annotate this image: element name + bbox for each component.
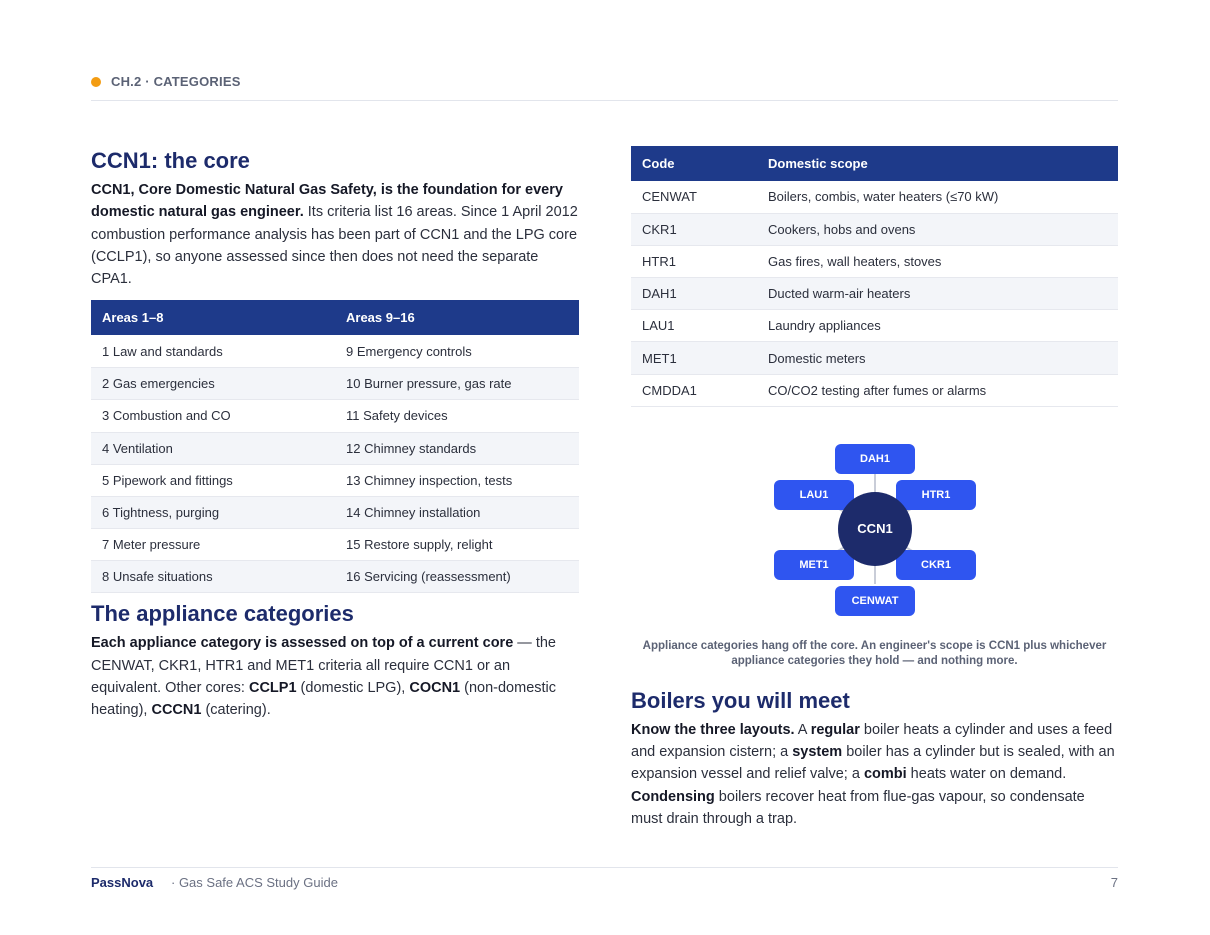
table-row xyxy=(91,368,579,400)
areas-table xyxy=(91,300,579,593)
table-row xyxy=(91,335,579,367)
table-row xyxy=(91,561,579,593)
appliance-heading: The appliance categories xyxy=(91,601,354,627)
table-cell: 8 Unsafe situations xyxy=(91,561,335,593)
boilers-text-1: A xyxy=(794,721,811,738)
page-number: 7 xyxy=(1110,875,1118,890)
table-cell: Ducted warm-air heaters xyxy=(757,278,1118,310)
ccn1-intro-bold: CCN1, Core Domestic Natural Gas Safety, is the foundation for every domestic natural gas engineer. xyxy=(91,182,563,221)
diagram-caption: Appliance categories hang off the core. An engineer's scope is CCN1 plus whichever appliance categories they hold — and nothing more. xyxy=(642,639,1107,667)
table-row xyxy=(631,342,1118,374)
table-cell: CMDDA1 xyxy=(631,374,757,406)
node-htr1: HTR1 xyxy=(896,480,976,510)
scope-table xyxy=(631,146,1118,407)
table-cell: 9 Emergency controls xyxy=(335,335,579,367)
boilers-text-5: boilers recover heat from flue-gas vapour, so condensate must drain through a trap. xyxy=(631,788,1085,827)
core-cocn1-desc: (non-domestic heating), xyxy=(91,680,557,719)
boiler-condensing: Condensing xyxy=(631,788,715,805)
table-row xyxy=(631,245,1118,277)
code-col-header: Code xyxy=(631,146,757,181)
table-cell: Boilers, combis, water heaters (≤70 kW) xyxy=(757,181,1118,213)
boiler-combi: combi xyxy=(863,766,907,783)
table-row xyxy=(631,310,1118,342)
table-row xyxy=(91,432,579,464)
footer-subtitle: · Gas Safe ACS Study Guide xyxy=(171,875,338,890)
node-dah1: DAH1 xyxy=(835,444,915,474)
areas-col-2-header: Areas 9–16 xyxy=(335,300,579,335)
table-cell: HTR1 xyxy=(631,245,757,277)
table-cell: DAH1 xyxy=(631,278,757,310)
ccn1-intro-rest: Its criteria list 16 areas. Since 1 April 2012 combustion performance analysis has been part of CCN1 and the LPG core (CCLP1), so anyone assessed since then does not need the separate CPA1. xyxy=(91,204,578,288)
boilers-text-4: heats water on demand. xyxy=(906,766,1067,783)
right-column xyxy=(631,146,1118,830)
table-row xyxy=(91,464,579,496)
table-cell: MET1 xyxy=(631,342,757,374)
node-ckr1: CKR1 xyxy=(896,550,976,580)
table-cell: CKR1 xyxy=(631,213,757,245)
scope-col-header: Domestic scope xyxy=(757,146,1118,181)
page-header xyxy=(91,74,1118,101)
table-cell: 6 Tightness, purging xyxy=(91,496,335,528)
table-row xyxy=(91,529,579,561)
table-row xyxy=(631,213,1118,245)
table-cell: 13 Chimney inspection, tests xyxy=(335,464,579,496)
table-cell: CO/CO2 testing after fumes or alarms xyxy=(757,374,1118,406)
boilers-text-3: boiler has a cylinder but is sealed, with an expansion vessel and relief valve; a xyxy=(631,744,1115,783)
core-cclp1: CCLP1 xyxy=(248,680,297,697)
areas-table-header xyxy=(91,300,579,335)
table-cell: 5 Pipework and fittings xyxy=(91,464,335,496)
table-cell: 10 Burner pressure, gas rate xyxy=(335,368,579,400)
table-row xyxy=(631,374,1118,406)
boiler-regular: regular xyxy=(810,721,860,738)
table-cell: 14 Chimney installation xyxy=(335,496,579,528)
table-cell: 1 Law and standards xyxy=(91,335,335,367)
table-row xyxy=(631,278,1118,310)
areas-col-1-header: Areas 1–8 xyxy=(91,300,335,335)
ccn1-intro xyxy=(91,179,579,290)
table-cell: 2 Gas emergencies xyxy=(91,368,335,400)
boilers-text-2: boiler heats a cylinder and uses a feed and expansion cistern; a xyxy=(631,721,1113,761)
boilers-heading: Boilers you will meet xyxy=(631,687,850,713)
table-cell: CENWAT xyxy=(631,181,757,213)
hub-ccn1: CCN1 xyxy=(838,492,912,566)
table-cell: Domestic meters xyxy=(757,342,1118,374)
chapter-dot-icon xyxy=(91,77,101,87)
core-cccn1: CCCN1 xyxy=(151,702,202,719)
table-cell: LAU1 xyxy=(631,310,757,342)
table-row xyxy=(631,181,1118,213)
table-cell: 12 Chimney standards xyxy=(335,432,579,464)
page-footer xyxy=(91,867,1118,897)
footer-brand: PassNova xyxy=(91,875,154,890)
appliance-text: — the CENWAT, CKR1, HTR1 and MET1 criteria all require CCN1 or an equivalent. Other cores: xyxy=(91,635,556,697)
boilers-paragraph xyxy=(631,719,1118,830)
table-cell: Cookers, hobs and ovens xyxy=(757,213,1118,245)
table-cell: 3 Combustion and CO xyxy=(91,400,335,432)
boilers-lead: Know the three layouts. xyxy=(631,721,795,738)
category-diagram xyxy=(631,444,1118,634)
node-met1: MET1 xyxy=(774,550,854,580)
core-cccn1-desc: (catering). xyxy=(201,702,271,719)
node-cenwat: CENWAT xyxy=(835,586,915,616)
node-lau1: LAU1 xyxy=(774,480,854,510)
core-cclp1-desc: (domestic LPG), xyxy=(296,680,410,697)
table-cell: 11 Safety devices xyxy=(335,400,579,432)
boiler-system: system xyxy=(792,744,843,761)
table-cell: Gas fires, wall heaters, stoves xyxy=(757,245,1118,277)
table-cell: 16 Servicing (reassessment) xyxy=(335,561,579,593)
table-row xyxy=(91,400,579,432)
table-row xyxy=(91,496,579,528)
table-cell: 15 Restore supply, relight xyxy=(335,529,579,561)
core-cocn1: COCN1 xyxy=(409,680,461,697)
table-cell: 7 Meter pressure xyxy=(91,529,335,561)
left-column xyxy=(91,146,579,722)
table-cell: Laundry appliances xyxy=(757,310,1118,342)
ccn1-heading: CCN1: the core xyxy=(91,148,250,173)
scope-table-header xyxy=(631,146,1118,181)
table-cell: 4 Ventilation xyxy=(91,432,335,464)
chapter-label: CH.2 · CATEGORIES xyxy=(111,74,241,89)
appliance-lead: Each appliance category is assessed on top of a current core xyxy=(91,635,514,652)
appliance-paragraph xyxy=(91,632,579,721)
